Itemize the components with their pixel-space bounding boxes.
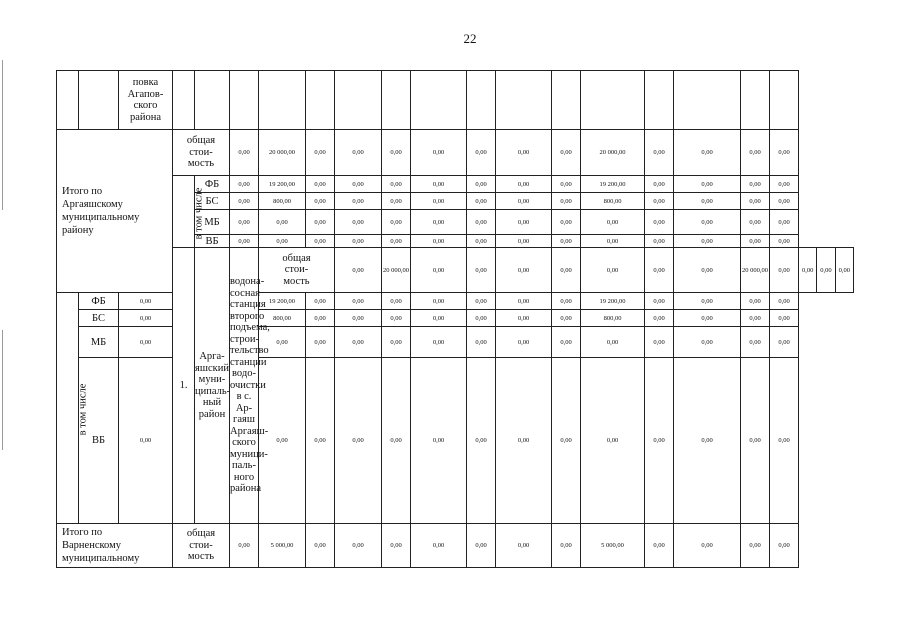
value-cell: 0,00	[674, 524, 741, 568]
value-cell: 0,00	[467, 248, 496, 293]
value-cell: 0,00	[552, 327, 581, 358]
funding-source-label: МБ	[195, 210, 230, 235]
value-cell: 0,00	[552, 248, 581, 293]
value-cell: 0,00	[674, 176, 741, 193]
value-cell: 0,00	[645, 293, 674, 310]
blank-cell	[79, 71, 119, 130]
value-cell: 0,00	[335, 130, 382, 176]
empty-value-cell	[552, 71, 581, 130]
empty-value-cell	[496, 71, 552, 130]
value-cell: 0,00	[496, 327, 552, 358]
value-cell: 0,00	[259, 235, 306, 248]
total-cost-label: общая стои- мость	[259, 248, 335, 293]
value-cell: 0,00	[835, 248, 853, 293]
value-cell: 5 000,00	[581, 524, 645, 568]
value-cell: 0,00	[552, 210, 581, 235]
value-cell: 0,00	[645, 248, 674, 293]
value-cell: 0,00	[382, 210, 411, 235]
value-cell: 0,00	[552, 193, 581, 210]
empty-value-cell	[581, 71, 645, 130]
value-cell: 0,00	[230, 130, 259, 176]
value-cell: 0,00	[411, 358, 467, 524]
value-cell: 0,00	[335, 176, 382, 193]
value-cell: 0,00	[119, 327, 173, 358]
value-cell: 0,00	[770, 210, 799, 235]
value-cell: 0,00	[496, 293, 552, 310]
value-cell: 0,00	[674, 310, 741, 327]
value-cell: 0,00	[552, 293, 581, 310]
value-cell: 0,00	[674, 193, 741, 210]
value-cell: 0,00	[770, 524, 799, 568]
blank-cell	[57, 71, 79, 130]
value-cell: 0,00	[645, 235, 674, 248]
value-cell: 0,00	[552, 176, 581, 193]
funding-source-label: МБ	[79, 327, 119, 358]
empty-value-cell	[335, 71, 382, 130]
value-cell: 0,00	[119, 310, 173, 327]
value-cell: 0,00	[496, 193, 552, 210]
table-row	[57, 248, 854, 293]
row-number: 1.	[173, 248, 195, 524]
empty-value-cell	[770, 71, 799, 130]
value-cell: 0,00	[306, 176, 335, 193]
value-cell: 0,00	[799, 248, 817, 293]
page-number: 22	[463, 31, 477, 46]
empty-value-cell	[230, 71, 259, 130]
total-cost-label: общая стои- мость	[173, 524, 230, 568]
value-cell: 0,00	[335, 524, 382, 568]
table-row	[57, 176, 854, 193]
value-cell: 0,00	[335, 235, 382, 248]
value-cell: 0,00	[581, 235, 645, 248]
value-cell: 0,00	[306, 524, 335, 568]
value-cell: 0,00	[230, 176, 259, 193]
value-cell: 0,00	[306, 293, 335, 310]
value-cell: 0,00	[581, 327, 645, 358]
value-cell: 0,00	[645, 176, 674, 193]
value-cell: 0,00	[770, 358, 799, 524]
value-cell: 0,00	[467, 524, 496, 568]
value-cell: 0,00	[496, 130, 552, 176]
value-cell: 19 200,00	[581, 293, 645, 310]
municipality-name: Арга- яшский муни- ципаль- ный район	[195, 248, 230, 524]
empty-value-cell	[467, 71, 496, 130]
table-row	[57, 524, 854, 568]
object-description: водона- сосная станция второго подъема, строи- тельство станции водо- очистки в с. Ар- гаяш Аргаяш- ского муници- паль- ного района	[230, 248, 259, 524]
value-cell: 0,00	[382, 130, 411, 176]
value-cell: 0,00	[645, 193, 674, 210]
funding-source-label: ВБ	[79, 358, 119, 524]
value-cell: 0,00	[467, 210, 496, 235]
value-cell: 0,00	[335, 210, 382, 235]
value-cell: 0,00	[467, 358, 496, 524]
value-cell: 0,00	[674, 293, 741, 310]
vertical-label-text: в том числе	[77, 383, 89, 436]
value-cell: 0,00	[770, 248, 799, 293]
value-cell: 0,00	[741, 130, 770, 176]
empty-value-cell	[382, 71, 411, 130]
vertical-label-text: в том числе	[193, 187, 205, 239]
value-cell: 0,00	[335, 293, 382, 310]
value-cell: 0,00	[411, 176, 467, 193]
value-cell: 0,00	[467, 310, 496, 327]
in-total-vertical-label	[173, 176, 205, 248]
value-cell: 19 200,00	[259, 293, 306, 310]
empty-value-cell	[306, 71, 335, 130]
value-cell: 0,00	[552, 524, 581, 568]
value-cell: 0,00	[496, 358, 552, 524]
value-cell: 0,00	[496, 310, 552, 327]
value-cell: 800,00	[259, 310, 306, 327]
value-cell: 0,00	[770, 193, 799, 210]
value-cell: 0,00	[382, 293, 411, 310]
value-cell: 0,00	[259, 327, 306, 358]
value-cell: 0,00	[259, 210, 306, 235]
value-cell: 0,00	[382, 193, 411, 210]
value-cell: 0,00	[741, 235, 770, 248]
value-cell: 20 000,00	[382, 248, 411, 293]
value-cell: 0,00	[496, 176, 552, 193]
value-cell: 0,00	[335, 310, 382, 327]
budget-table	[56, 70, 854, 568]
blank-cell	[173, 71, 195, 130]
value-cell: 0,00	[306, 235, 335, 248]
value-cell: 0,00	[467, 130, 496, 176]
value-cell: 0,00	[382, 358, 411, 524]
value-cell: 0,00	[411, 248, 467, 293]
value-cell: 0,00	[581, 210, 645, 235]
value-cell: 0,00	[230, 210, 259, 235]
value-cell: 0,00	[467, 293, 496, 310]
value-cell: 0,00	[741, 310, 770, 327]
value-cell: 0,00	[674, 358, 741, 524]
value-cell: 0,00	[306, 193, 335, 210]
empty-value-cell	[674, 71, 741, 130]
value-cell: 0,00	[467, 176, 496, 193]
value-cell: 0,00	[467, 327, 496, 358]
value-cell: 19 200,00	[259, 176, 306, 193]
value-cell: 0,00	[382, 327, 411, 358]
value-cell: 0,00	[770, 293, 799, 310]
value-cell: 0,00	[230, 524, 259, 568]
value-cell: 0,00	[552, 358, 581, 524]
total-cost-label: общая стои- мость	[173, 130, 230, 176]
funding-source-label: ФБ	[79, 293, 119, 310]
value-cell: 0,00	[411, 210, 467, 235]
value-cell: 0,00	[770, 310, 799, 327]
value-cell: 0,00	[674, 235, 741, 248]
value-cell: 0,00	[552, 235, 581, 248]
value-cell: 0,00	[817, 248, 835, 293]
value-cell: 0,00	[581, 248, 645, 293]
value-cell: 0,00	[770, 327, 799, 358]
value-cell: 0,00	[119, 358, 173, 524]
value-cell: 0,00	[382, 235, 411, 248]
blank-cell	[195, 71, 230, 130]
subtotal-label: Итого по Варненскому муниципальному	[57, 524, 173, 568]
value-cell: 0,00	[552, 310, 581, 327]
value-cell: 0,00	[306, 358, 335, 524]
value-cell: 0,00	[411, 524, 467, 568]
value-cell: 0,00	[741, 524, 770, 568]
value-cell: 0,00	[411, 130, 467, 176]
value-cell: 0,00	[467, 193, 496, 210]
value-cell: 0,00	[306, 210, 335, 235]
value-cell: 0,00	[496, 524, 552, 568]
value-cell: 0,00	[259, 358, 306, 524]
value-cell: 0,00	[306, 327, 335, 358]
value-cell: 5 000,00	[259, 524, 306, 568]
value-cell: 800,00	[581, 310, 645, 327]
funding-source-label: ВБ	[195, 235, 230, 248]
value-cell: 0,00	[306, 130, 335, 176]
value-cell: 0,00	[741, 193, 770, 210]
funding-source-label: ФБ	[195, 176, 230, 193]
value-cell: 0,00	[335, 327, 382, 358]
value-cell: 0,00	[645, 524, 674, 568]
empty-value-cell	[259, 71, 306, 130]
value-cell: 0,00	[674, 210, 741, 235]
value-cell: 19 200,00	[581, 176, 645, 193]
value-cell: 800,00	[259, 193, 306, 210]
value-cell: 0,00	[674, 130, 741, 176]
value-cell: 0,00	[674, 327, 741, 358]
value-cell: 0,00	[770, 176, 799, 193]
funding-source-label: БС	[79, 310, 119, 327]
value-cell: 0,00	[741, 358, 770, 524]
value-cell: 0,00	[411, 235, 467, 248]
value-cell: 800,00	[581, 193, 645, 210]
value-cell: 0,00	[741, 327, 770, 358]
value-cell: 0,00	[496, 210, 552, 235]
value-cell: 0,00	[552, 130, 581, 176]
value-cell: 0,00	[411, 293, 467, 310]
value-cell: 20 000,00	[741, 248, 770, 293]
value-cell: 0,00	[382, 310, 411, 327]
value-cell: 20 000,00	[581, 130, 645, 176]
empty-value-cell	[645, 71, 674, 130]
value-cell: 0,00	[411, 310, 467, 327]
table-row	[57, 71, 854, 130]
value-cell: 0,00	[645, 358, 674, 524]
value-cell: 0,00	[645, 210, 674, 235]
subtotal-label: Итого по Аргаяшскому муниципальному району	[57, 130, 173, 293]
value-cell: 0,00	[645, 130, 674, 176]
in-total-vertical-label	[57, 293, 89, 524]
table-row	[57, 130, 854, 176]
value-cell: 20 000,00	[259, 130, 306, 176]
value-cell: 0,00	[645, 327, 674, 358]
value-cell: 0,00	[741, 176, 770, 193]
value-cell: 0,00	[770, 235, 799, 248]
value-cell: 0,00	[382, 524, 411, 568]
value-cell: 0,00	[741, 210, 770, 235]
object-name-continuation: повка Агапов- ского района	[119, 71, 173, 130]
value-cell: 0,00	[411, 327, 467, 358]
value-cell: 0,00	[581, 358, 645, 524]
value-cell: 0,00	[645, 310, 674, 327]
value-cell: 0,00	[119, 293, 173, 310]
empty-value-cell	[741, 71, 770, 130]
value-cell: 0,00	[335, 248, 382, 293]
scan-edge-mark	[2, 330, 3, 450]
value-cell: 0,00	[496, 235, 552, 248]
value-cell: 0,00	[230, 193, 259, 210]
value-cell: 0,00	[741, 293, 770, 310]
value-cell: 0,00	[496, 248, 552, 293]
empty-value-cell	[411, 71, 467, 130]
value-cell: 0,00	[335, 358, 382, 524]
value-cell: 0,00	[306, 310, 335, 327]
value-cell: 0,00	[467, 235, 496, 248]
value-cell: 0,00	[382, 176, 411, 193]
scan-edge-mark	[2, 60, 3, 210]
value-cell: 0,00	[335, 193, 382, 210]
value-cell: 0,00	[411, 193, 467, 210]
funding-source-label: БС	[195, 193, 230, 210]
value-cell: 0,00	[230, 235, 259, 248]
value-cell: 0,00	[770, 130, 799, 176]
value-cell: 0,00	[674, 248, 741, 293]
